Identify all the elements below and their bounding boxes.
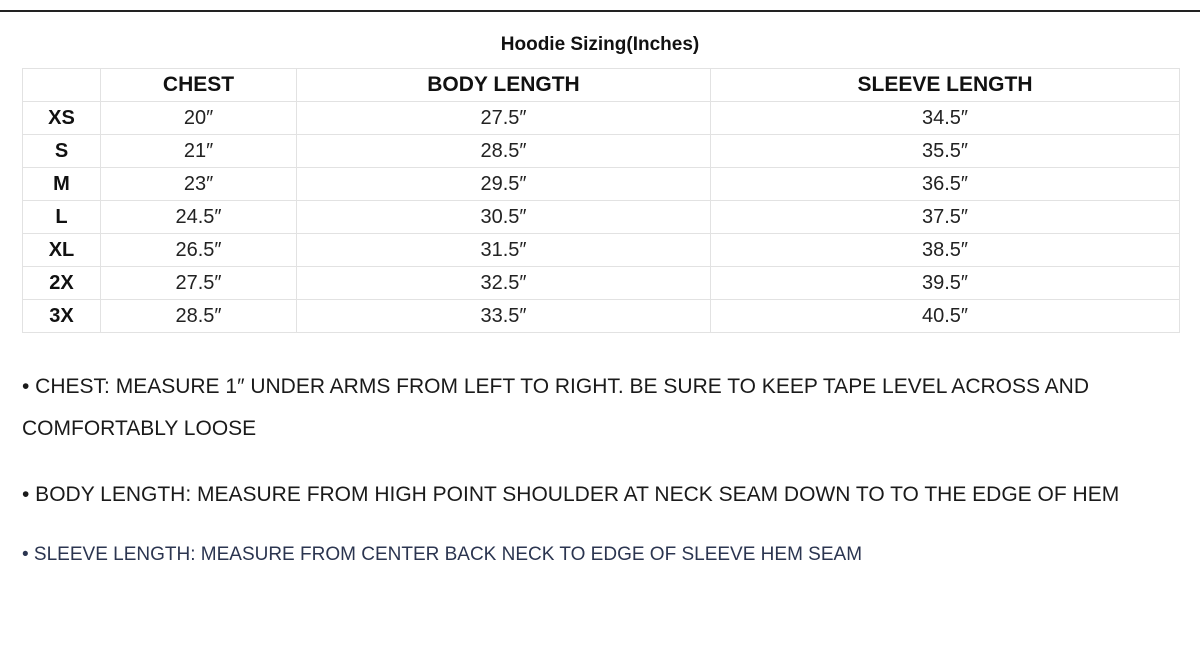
header-size: [23, 69, 101, 102]
table-row: [23, 135, 1180, 168]
table-row: [23, 168, 1180, 201]
size-label: L: [23, 201, 101, 234]
body-length-value: 28.5″: [297, 135, 711, 168]
body-length-value: 27.5″: [297, 102, 711, 135]
page-title: Hoodie Sizing(Inches): [500, 34, 700, 55]
table-row: [23, 300, 1180, 333]
sleeve-length-value: 39.5″: [711, 267, 1180, 300]
table-header-row: [23, 69, 1180, 102]
sleeve-length-value: 36.5″: [711, 168, 1180, 201]
header-sleeve-length: SLEEVE LENGTH: [711, 69, 1180, 102]
chest-value: 24.5″: [101, 201, 297, 234]
size-chart-table: [22, 68, 1180, 333]
note-sleeve-length: • SLEEVE LENGTH: MEASURE FROM CENTER BACK NECK TO EDGE OF SLEEVE HEM SEAM: [22, 544, 863, 565]
size-label: 3X: [23, 300, 101, 333]
sleeve-length-value: 37.5″: [711, 201, 1180, 234]
size-label: XS: [23, 102, 101, 135]
chest-value: 23″: [101, 168, 297, 201]
size-label: M: [23, 168, 101, 201]
sleeve-length-value: 34.5″: [711, 102, 1180, 135]
header-chest: CHEST: [101, 69, 297, 102]
table-row: [23, 201, 1180, 234]
chest-value: 27.5″: [101, 267, 297, 300]
sleeve-length-value: 38.5″: [711, 234, 1180, 267]
table-row: [23, 102, 1180, 135]
chest-value: 26.5″: [101, 234, 297, 267]
body-length-value: 29.5″: [297, 168, 711, 201]
body-length-value: 33.5″: [297, 300, 711, 333]
sleeve-length-value: 35.5″: [711, 135, 1180, 168]
note-body-length: • BODY LENGTH: MEASURE FROM HIGH POINT SHOULDER AT NECK SEAM DOWN TO TO THE EDGE OF HEM: [22, 483, 1120, 506]
top-divider: [0, 0, 1200, 12]
chest-value: 28.5″: [101, 300, 297, 333]
body-length-value: 31.5″: [297, 234, 711, 267]
header-body-length: BODY LENGTH: [297, 69, 711, 102]
body-length-value: 32.5″: [297, 267, 711, 300]
size-label: 2X: [23, 267, 101, 300]
size-label: XL: [23, 234, 101, 267]
size-label: S: [23, 135, 101, 168]
table-row: [23, 267, 1180, 300]
chest-value: 21″: [101, 135, 297, 168]
note-chest: • CHEST: MEASURE 1″ UNDER ARMS FROM LEFT TO RIGHT. BE SURE TO KEEP TAPE LEVEL ACROSS AND COMFORTABLY LOOSE: [22, 375, 1090, 440]
table-row: [23, 234, 1180, 267]
body-length-value: 30.5″: [297, 201, 711, 234]
measurement-notes: [22, 366, 1172, 594]
sleeve-length-value: 40.5″: [711, 300, 1180, 333]
chest-value: 20″: [101, 102, 297, 135]
